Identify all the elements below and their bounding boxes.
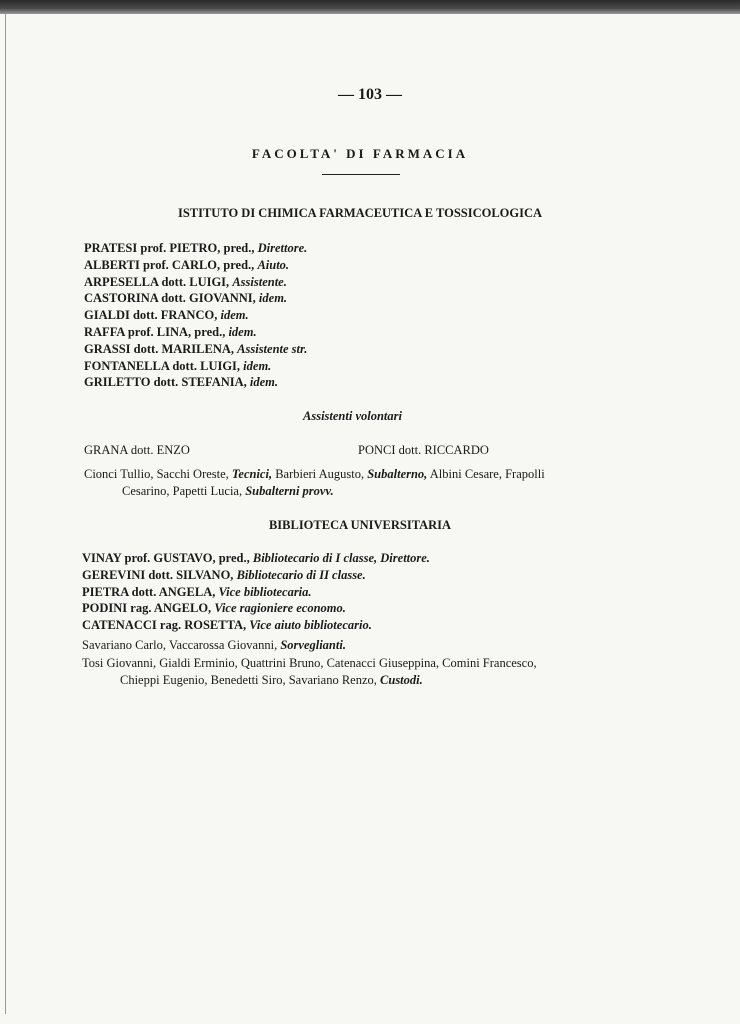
library-role: Vice bibliotecaria. [218, 584, 312, 599]
page-number: — 103 — [338, 86, 402, 103]
volunteers-heading: Assistenti volontari [303, 409, 402, 423]
staff-entry [84, 257, 307, 274]
guards-line [82, 637, 642, 654]
guards-names: Savariano Carlo, Vaccarossa Giovanni, [82, 638, 278, 652]
staff-entry [84, 290, 307, 307]
staff-role: Assistente str. [237, 341, 308, 356]
subaltern-role: Subalterno, [367, 467, 428, 481]
library-entry [82, 550, 430, 567]
staff-role: idem. [243, 358, 272, 373]
staff-entry [84, 358, 307, 375]
custodians-role: Custodi. [380, 672, 423, 687]
volunteer-entry: PONCI dott. RICCARDO [358, 443, 489, 457]
staff-entry [84, 240, 307, 257]
library-entry [82, 600, 430, 617]
institute-title: ISTITUTO DI CHIMICA FARMACEUTICA E TOSSICOLOGICA [177, 206, 543, 220]
provisional-names-b: Cesarino, Papetti Lucia, [122, 483, 243, 498]
staff-name: FONTANELLA dott. LUIGI, [84, 358, 241, 373]
staff-entry [84, 341, 307, 358]
library-title: BIBLIOTECA UNIVERSITARIA [268, 518, 452, 532]
staff-role: idem. [258, 291, 288, 306]
technicians-role: Tecnici, [231, 467, 273, 481]
library-staff-list [82, 550, 430, 634]
library-name: VINAY prof. GUSTAVO, pred., [82, 551, 250, 565]
staff-name: ALBERTI prof. CARLO, pred., [84, 257, 255, 272]
library-role: Bibliotecario di I classe, Direttore. [252, 551, 430, 565]
staff-role: Direttore. [257, 241, 308, 255]
staff-role: Aiuto. [257, 257, 290, 272]
library-entry [82, 567, 430, 584]
staff-role: idem. [249, 375, 279, 390]
library-entry [82, 617, 430, 634]
staff-name: PRATESI prof. PIETRO, pred., [84, 241, 255, 255]
library-entry [82, 584, 430, 601]
library-role: Vice aiuto bibliotecario. [249, 618, 372, 633]
custodians-paragraph [82, 655, 682, 688]
custodians-line-1: Tosi Giovanni, Gialdi Erminio, Quattrini Bruno, Catenacci Giuseppina, Comini Francesco, [82, 656, 537, 670]
volunteer-entry: GRANA dott. ENZO [84, 443, 190, 457]
staff-role: Assistente. [232, 274, 287, 289]
staff-name: ARPESELLA dott. LUIGI, [84, 274, 230, 289]
library-name: PIETRA dott. ANGELA, [82, 584, 216, 599]
staff-role: idem. [220, 308, 249, 323]
custodians-line-2: Chieppi Eugenio, Benedetti Siro, Savariano Renzo, [120, 672, 377, 687]
staff-name: GRASSI dott. MARILENA, [84, 341, 235, 356]
institute-staff-list [84, 240, 307, 391]
library-name: CATENACCI rag. ROSETTA, [82, 618, 247, 633]
provisional-role: Subalterni provv. [245, 483, 334, 498]
guards-role: Sorveglianti. [280, 638, 346, 652]
staff-entry [84, 324, 307, 341]
technicians-paragraph [84, 466, 644, 499]
staff-name: RAFFA prof. LINA, pred., [84, 324, 226, 339]
subaltern-name: Barbieri Augusto, [275, 467, 365, 481]
provisional-names-a: Albini Cesare, Frapolli [429, 467, 545, 481]
scan-left-edge [5, 14, 6, 1014]
staff-entry [84, 307, 307, 324]
staff-name: CASTORINA dott. GIOVANNI, [84, 291, 256, 306]
faculty-title: FACOLTA' DI FARMACIA [251, 146, 469, 161]
staff-entry [84, 274, 307, 291]
staff-name: GIALDI dott. FRANCO, [84, 308, 218, 323]
title-rule [322, 174, 400, 175]
scan-top-band [0, 0, 740, 14]
library-role: Vice ragioniere economo. [214, 601, 346, 616]
staff-entry [84, 374, 307, 391]
technicians-names: Cionci Tullio, Sacchi Oreste, [84, 467, 229, 481]
library-name: GEREVINI dott. SILVANO, [82, 567, 234, 582]
library-name: PODINI rag. ANGELO, [82, 601, 212, 616]
library-role: Bibliotecario di II classe. [236, 567, 366, 582]
staff-name: GRILETTO dott. STEFANIA, [84, 375, 247, 390]
staff-role: idem. [228, 324, 257, 339]
